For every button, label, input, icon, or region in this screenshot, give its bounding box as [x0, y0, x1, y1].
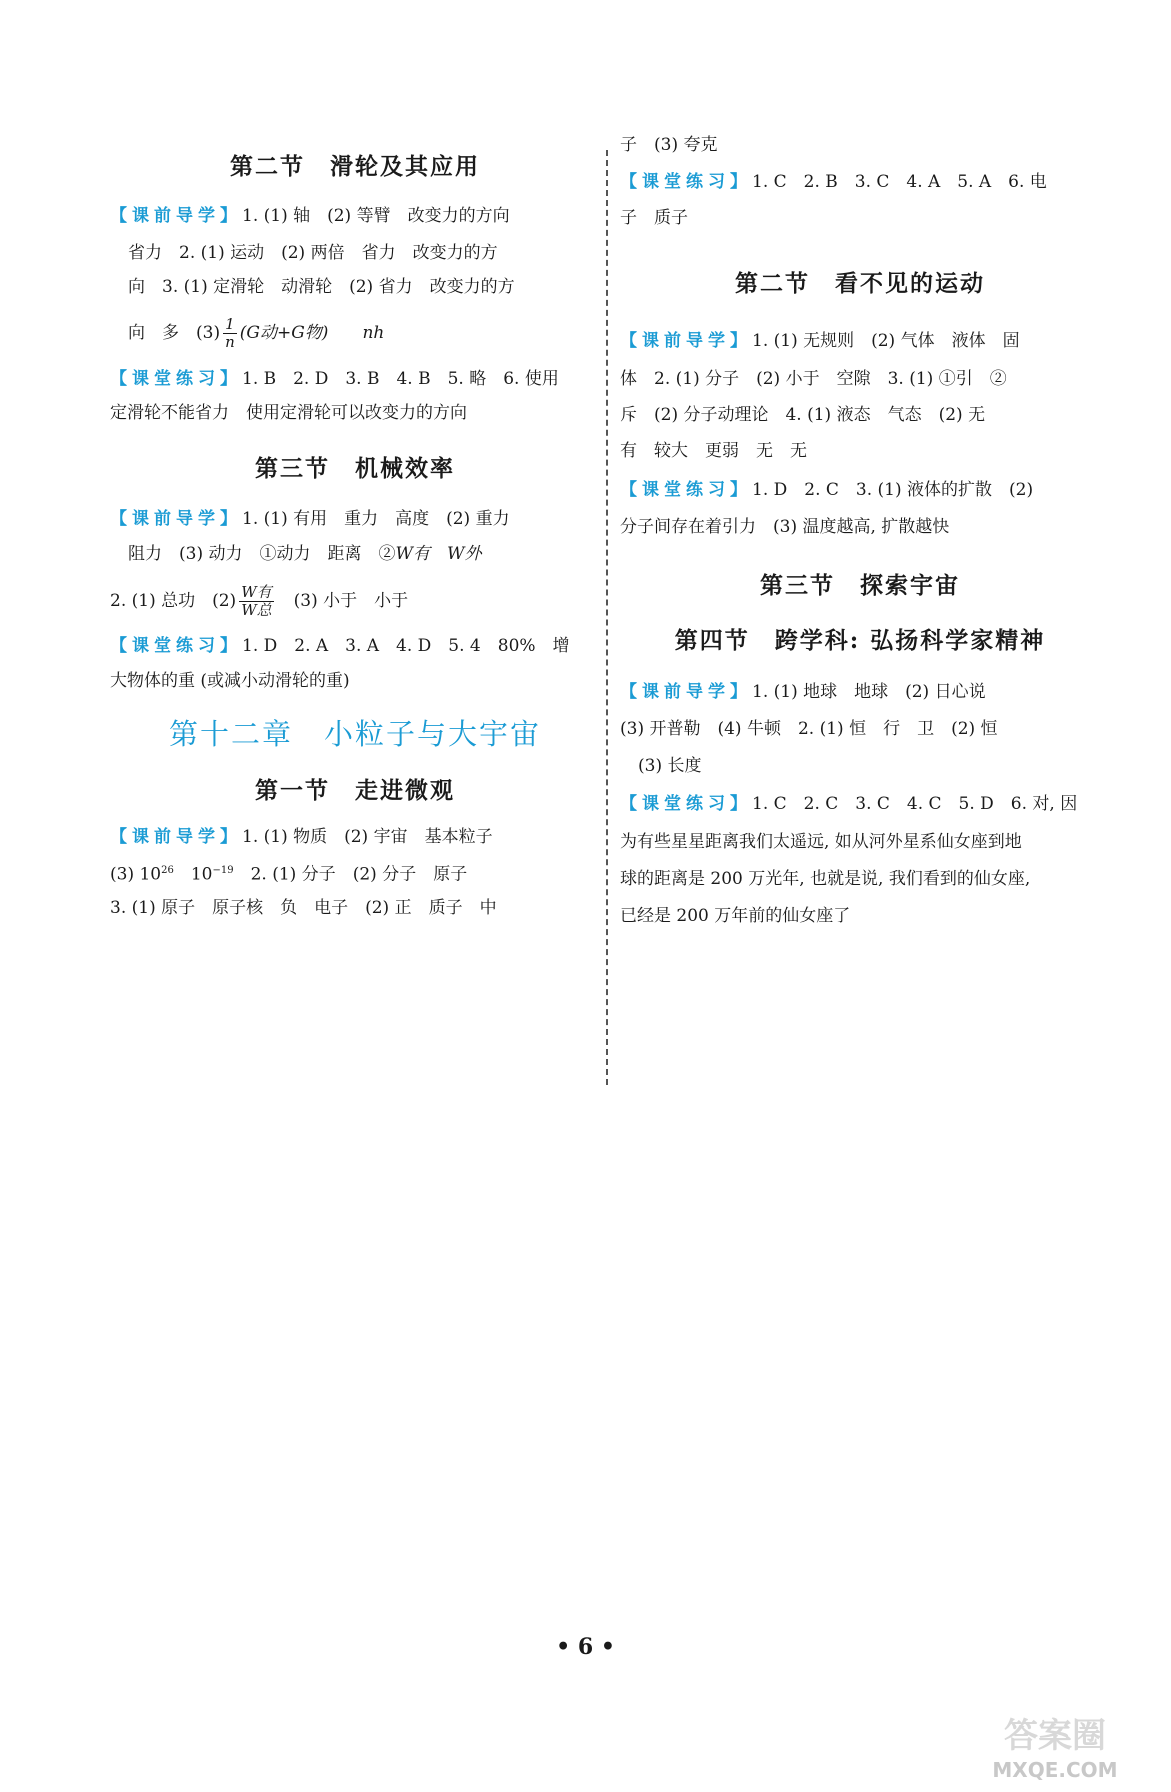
- answer-line: 大物体的重 (或减小动滑轮的重): [110, 671, 350, 691]
- answer-line: 向 3. (1) 定滑轮 动滑轮 (2) 省力 改变力的方: [128, 277, 515, 297]
- answer-line: 【课前导学】1. (1) 地球 地球 (2) 日心说: [620, 682, 986, 702]
- answer-line: 【课堂练习】1. B 2. D 3. B 4. B 5. 略 6. 使用: [110, 369, 559, 389]
- answer-line: 2. (1) 总功 (2) $\frac{\text{W有}}{\text{W总}}$ (3) 小于 小于: [110, 583, 409, 619]
- answer-line: 子 (3) 夸克: [620, 135, 718, 155]
- answer-line: 阻力 (3) 动力 ①动力 距离 ②W有 W外: [128, 544, 482, 564]
- answer-line: 【课堂练习】1. D 2. C 3. (1) 液体的扩散 (2): [620, 480, 1034, 500]
- class-practice-tag: 【课堂练习】: [620, 172, 752, 192]
- answer-line: 定滑轮不能省力 使用定滑轮可以改变力的方向: [110, 403, 467, 423]
- section-title-scientist-spirit: 第四节 跨学科: 弘扬科学家精神: [674, 627, 1046, 654]
- answer-line: 【课堂练习】1. C 2. C 3. C 4. C 5. D 6. 对, 因: [620, 794, 1078, 814]
- answer-line: 3. (1) 原子 原子核 负 电子 (2) 正 质子 中: [110, 898, 497, 918]
- answer-line: 为有些星星距离我们太遥远, 如从河外星系仙女座到地: [620, 832, 1022, 852]
- answer-line: 已经是 200 万年前的仙女座了: [620, 906, 851, 926]
- answer-line: 省力 2. (1) 运动 (2) 两倍 省力 改变力的方: [128, 243, 498, 263]
- fraction-efficiency: $\frac{\text{W有}}{\text{W总}}$: [241, 583, 272, 619]
- column-divider: [606, 150, 608, 1085]
- pre-study-tag: 【课前导学】: [110, 827, 242, 847]
- section-title-pulleys: 第二节 滑轮及其应用: [230, 153, 480, 180]
- answer-line: 子 质子: [620, 208, 688, 228]
- pre-study-tag: 【课前导学】: [620, 331, 752, 351]
- page-number: • 6 •: [556, 1634, 615, 1660]
- answer-line: 【课前导学】1. (1) 物质 (2) 宇宙 基本粒子: [110, 827, 493, 847]
- answer-line: (3) 开普勒 (4) 牛顿 2. (1) 恒 行 卫 (2) 恒: [620, 719, 998, 739]
- answer-line: 球的距离是 200 万光年, 也就是说, 我们看到的仙女座,: [620, 869, 1031, 889]
- answer-line: (3) $10^{26}$ $10^{-19}$ 2. (1) 分子 (2) 分子 原子: [110, 864, 468, 885]
- section-title-invisible-motion: 第二节 看不见的运动: [735, 270, 985, 297]
- class-practice-tag: 【课堂练习】: [620, 480, 752, 500]
- section-title-efficiency: 第三节 机械效率: [255, 455, 455, 482]
- class-practice-tag: 【课堂练习】: [110, 369, 242, 389]
- answer-line: (3) 长度: [638, 756, 702, 776]
- section-title-universe: 第三节 探索宇宙: [760, 572, 960, 599]
- answer-line: 【课堂练习】1. C 2. B 3. C 4. A 5. A 6. 电: [620, 172, 1047, 192]
- watermark-logo: [980, 1695, 1130, 1785]
- answer-line: 有 较大 更弱 无 无: [620, 441, 807, 461]
- answer-line: 分子间存在着引力 (3) 温度越高, 扩散越快: [620, 517, 950, 537]
- answer-line: 【课前导学】1. (1) 有用 重力 高度 (2) 重力: [110, 509, 510, 529]
- chapter-title: 第十二章 小粒子与大宇宙: [168, 717, 541, 751]
- pre-study-tag: 【课前导学】: [110, 206, 242, 226]
- answer-line: 【课前导学】1. (1) 无规则 (2) 气体 液体 固: [620, 331, 1020, 351]
- watermark-url: MXQE.COM: [992, 1758, 1118, 1782]
- pre-study-tag: 【课前导学】: [620, 682, 752, 702]
- answer-line: 向 多 (3) $\frac{1}{n}$ (G动+G物) nh: [128, 315, 385, 351]
- watermark-logo-text: 答案圈: [1004, 1716, 1106, 1756]
- section-title-microscopic: 第一节 走进微观: [255, 777, 455, 804]
- answer-line: 体 2. (1) 分子 (2) 小于 空隙 3. (1) ①引 ②: [620, 369, 1007, 389]
- answer-line: 【课堂练习】1. D 2. A 3. A 4. D 5. 4 80% 增: [110, 636, 570, 656]
- answer-line: 【课前导学】1. (1) 轴 (2) 等臂 改变力的方向: [110, 206, 510, 226]
- class-practice-tag: 【课堂练习】: [110, 636, 242, 656]
- class-practice-tag: 【课堂练习】: [620, 794, 752, 814]
- pre-study-tag: 【课前导学】: [110, 509, 242, 529]
- fraction-1-over-n: $\frac{1}{n}$: [225, 315, 235, 351]
- answer-line: 斥 (2) 分子动理论 4. (1) 液态 气态 (2) 无: [620, 405, 986, 425]
